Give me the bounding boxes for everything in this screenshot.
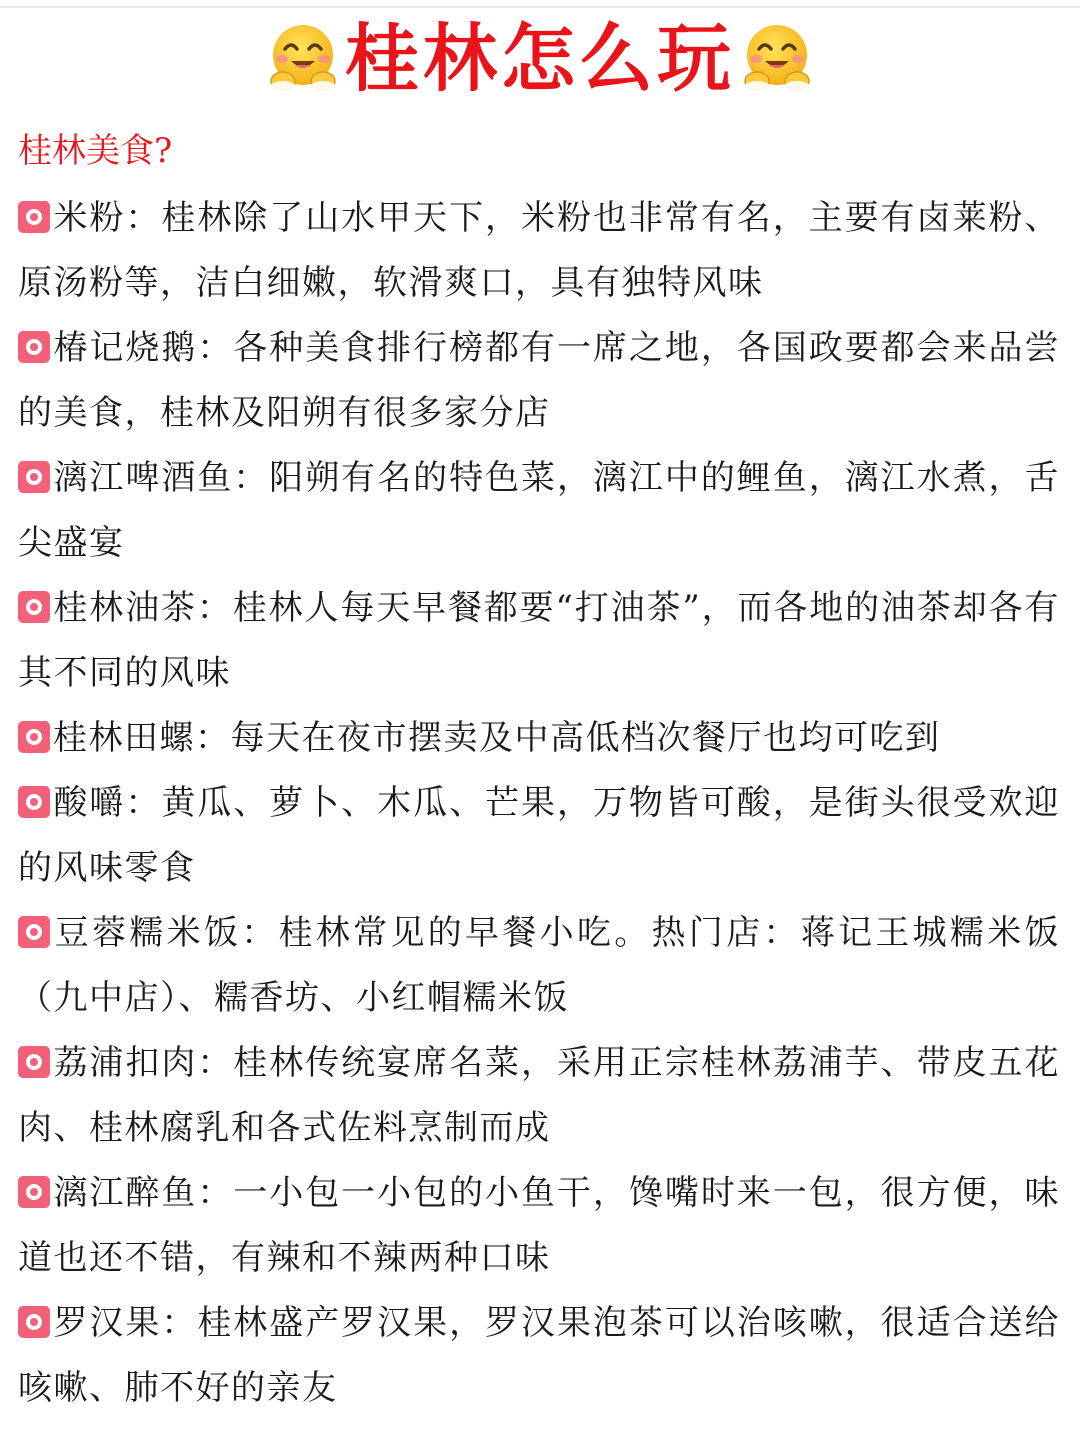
red-circle-square-icon — [18, 786, 50, 818]
red-circle-square-icon — [18, 461, 50, 493]
list-item-text: 豆蓉糯米饭：桂林常见的早餐小吃。热门店：蒋记王城糯米饭（九中店）、糯香坊、小红帽糯米饭 — [18, 913, 1060, 1018]
red-circle-square-icon — [18, 591, 50, 623]
list-item — [18, 706, 1060, 771]
list-item — [18, 1291, 1060, 1421]
list-item-text: 米粉：桂林除了山水甲天下，米粉也非常有名，主要有卤莱粉、原汤粉等，洁白细嫩，软滑爽口，具有独特风味 — [18, 198, 1060, 303]
red-circle-square-icon — [18, 916, 50, 948]
list-item — [18, 1031, 1060, 1161]
section-heading: 桂林美食? — [18, 131, 173, 171]
red-circle-square-icon — [18, 1306, 50, 1338]
list-item-text: 桂林油茶：桂林人每天早餐都要“打油茶”，而各地的油茶却各有其不同的风味 — [18, 588, 1060, 693]
list-item — [18, 576, 1060, 706]
list-item-text: 桂林田螺：每天在夜市摆卖及中高低档次餐厅也均可吃到 — [53, 718, 941, 758]
list-item-text: 荔浦扣肉：桂林传统宴席名菜，采用正宗桂林荔浦芋、带皮五花肉、桂林腐乳和各式佐料烹制而成 — [18, 1043, 1060, 1148]
red-circle-square-icon — [18, 1176, 50, 1208]
list-item-text: 漓江啤酒鱼：阳朔有名的特色菜，漓江中的鲤鱼，漓江水煮，舌尖盛宴 — [18, 458, 1060, 563]
red-circle-square-icon — [18, 331, 50, 363]
hugging-face-emoji-icon — [739, 21, 815, 97]
list-item-text: 酸嚼：黄瓜、萝卜、木瓜、芒果，万物皆可酸，是街头很受欢迎的风味零食 — [18, 783, 1060, 888]
top-divider — [0, 6, 1080, 8]
list-item-text: 漓江醉鱼：一小包一小包的小鱼干，馋嘴时来一包，很方便，味道也还不错，有辣和不辣两种口味 — [18, 1173, 1060, 1278]
list-item-text: 罗汉果：桂林盛产罗汉果，罗汉果泡茶可以治咳嗽，很适合送给咳嗽、肺不好的亲友 — [18, 1303, 1060, 1408]
list-item — [18, 771, 1060, 901]
list-item — [18, 1161, 1060, 1291]
hugging-face-emoji-icon — [265, 21, 341, 97]
list-item — [18, 901, 1060, 1031]
page-title: 桂林怎么玩 — [345, 16, 735, 102]
red-circle-square-icon — [18, 201, 50, 233]
list-item — [18, 446, 1060, 576]
list-item — [18, 316, 1060, 446]
title-row — [0, 14, 1080, 104]
list-item — [18, 186, 1060, 316]
red-circle-square-icon — [18, 721, 50, 753]
list-item-text: 椿记烧鹅：各种美食排行榜都有一席之地，各国政要都会来品尝的美食，桂林及阳朔有很多家分店 — [18, 328, 1060, 433]
food-list — [18, 186, 1060, 1421]
red-circle-square-icon — [18, 1046, 50, 1078]
